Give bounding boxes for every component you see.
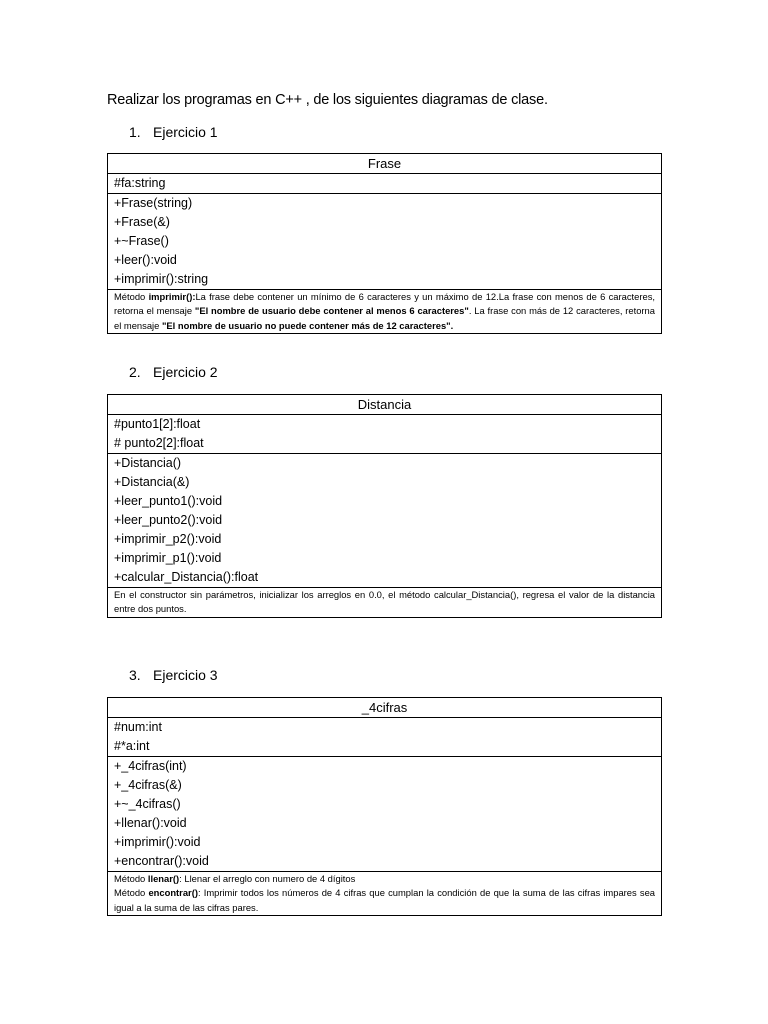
method-row: +_4cifras(int) xyxy=(114,759,187,773)
note-bold-text: llenar() xyxy=(147,873,180,884)
attribute-row: #fa:string xyxy=(114,176,166,190)
exercise-2-number: 2. xyxy=(129,364,141,380)
class-name: Distancia xyxy=(108,395,662,415)
methods-section xyxy=(108,194,662,290)
method-row: +imprimir():string xyxy=(114,272,209,286)
note-text: Método xyxy=(114,291,149,302)
method-row: +leer():void xyxy=(114,253,177,267)
method-row: +imprimir_p2():void xyxy=(114,532,222,546)
method-row: +~_4cifras() xyxy=(114,797,181,811)
class-note xyxy=(108,872,662,916)
attribute-row: #punto1[2]:float xyxy=(114,417,201,431)
note-bold-text: imprimir(): xyxy=(148,291,196,302)
attribute-row: #*a:int xyxy=(114,739,150,753)
note-bold-text: "El nombre de usuario debe contener al menos 6 caracteres" xyxy=(194,305,469,317)
attribute-row: #num:int xyxy=(114,720,162,734)
method-row: +Distancia() xyxy=(114,456,182,470)
exercise-1-heading xyxy=(129,124,218,140)
method-row: +Distancia(&) xyxy=(114,475,190,489)
note-text: Método xyxy=(114,873,148,884)
class-diagram-distancia xyxy=(107,394,662,618)
method-row: +encontrar():void xyxy=(114,854,209,868)
method-row: +imprimir_p1():void xyxy=(114,551,222,565)
assignment-instructions: Realizar los programas en C++ , de los siguientes diagramas de clase. xyxy=(107,92,548,108)
note-text: . La frase con más de 12 caracteres, retorna el mensaje xyxy=(114,305,655,331)
methods-section xyxy=(108,454,662,588)
exercise-3-heading xyxy=(129,667,218,683)
note-bold-text: "El nombre de usuario no puede contener más de 12 caracteres". xyxy=(161,319,454,331)
attributes-section xyxy=(108,415,662,454)
method-row: +leer_punto1():void xyxy=(114,494,223,508)
attributes-section xyxy=(108,174,662,194)
class-diagram-frase xyxy=(107,153,662,334)
class-name: Frase xyxy=(108,154,662,174)
note-text: : Imprimir todos los números de 4 cifras que cumplan la condición de que la suma de las cifras impares sea igual a la suma de las cifras pares. xyxy=(114,887,655,913)
attribute-row: # punto2[2]:float xyxy=(114,436,204,450)
class-name: _4cifras xyxy=(108,698,662,718)
method-row: +Frase(&) xyxy=(114,215,170,229)
method-row: +llenar():void xyxy=(114,816,187,830)
exercise-3-title: Ejercicio 3 xyxy=(153,667,218,683)
exercise-1-title: Ejercicio 1 xyxy=(153,124,218,140)
note-bold-text: encontrar() xyxy=(148,887,198,899)
exercise-2-title: Ejercicio 2 xyxy=(153,364,218,380)
attributes-section xyxy=(108,718,662,757)
method-row: +calcular_Distancia():float xyxy=(114,570,259,584)
exercise-3-number: 3. xyxy=(129,667,141,683)
note-bold-text: constructor sin parámetros xyxy=(140,589,254,600)
method-row: +_4cifras(&) xyxy=(114,778,182,792)
note-text: , regresa el valor de la distancia entre dos puntos. xyxy=(114,589,655,615)
note-text: La frase debe contener un mínimo de 6 caracteres y un máximo de 12.La frase con menos de 6 caracteres, retorna el mensaje xyxy=(114,291,655,317)
class-note xyxy=(108,290,662,334)
method-row: +Frase(string) xyxy=(114,196,193,210)
note-text: En el xyxy=(114,589,141,600)
exercise-2-heading xyxy=(129,364,218,380)
note-text: , inicializar los arreglos en 0.0, el método xyxy=(253,589,435,600)
exercise-1-number: 1. xyxy=(129,124,141,140)
note-bold-text: calcular_Distancia() xyxy=(434,589,517,600)
method-row: +~Frase() xyxy=(114,234,169,248)
class-diagram-4cifras xyxy=(107,697,662,916)
class-note xyxy=(108,588,662,618)
note-text: Método xyxy=(114,887,149,899)
method-row: +imprimir():void xyxy=(114,835,201,849)
method-row: +leer_punto2():void xyxy=(114,513,223,527)
note-text: : Llenar el arreglo con numero de 4 dígitos xyxy=(179,873,356,884)
methods-section xyxy=(108,757,662,872)
